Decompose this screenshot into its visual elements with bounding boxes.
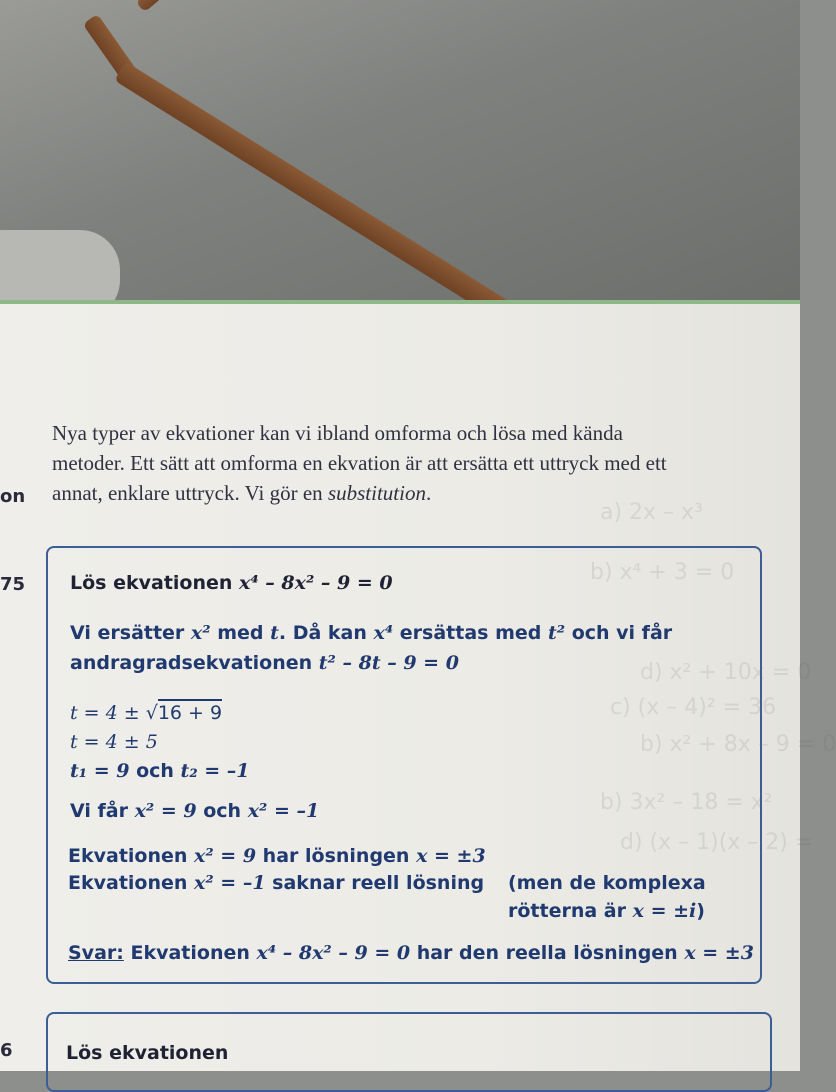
- example-number: 75: [0, 574, 26, 595]
- show-through-text: d) x² + 10x = 0: [640, 660, 812, 685]
- solution-step-4: t₁ = 9 och t₂ = –1: [70, 760, 250, 782]
- intro-line: metoder. Ett sätt att omforma en ekvation är att ersätta ett uttryck med ett: [52, 451, 667, 475]
- next-task-title: Lös ekvationen: [66, 1042, 229, 1064]
- intro-line: Nya typer av ekvationer kan vi ibland omforma och lösa med kända: [52, 421, 623, 445]
- solution-step-7-note: (men de komplexa: [508, 872, 706, 894]
- term-substitution: substitution: [327, 481, 426, 505]
- solution-step-1b: andragradsekvationen t² – 8t – 9 = 0: [70, 652, 459, 674]
- solution-step-3: t = 4 ± 5: [70, 731, 158, 753]
- solution-step-7: Ekvationen x² = –1 saknar reell lösning: [68, 872, 485, 894]
- solution-step-2: t = 4 ± √16 + 9: [70, 702, 222, 724]
- task-number: 6: [0, 1040, 13, 1061]
- solution-step-6: Ekvationen x² = 9 har lösningen x = ±3: [68, 845, 486, 867]
- show-through-text: b) 3x² – 18 = x²: [600, 790, 773, 815]
- answer-label: Svar:: [68, 942, 124, 964]
- show-through-text: c) (x – 4)² = 36: [610, 695, 777, 720]
- solution-step-5: Vi får x² = 9 och x² = –1: [70, 800, 320, 822]
- answer-line: Svar: Ekvationen x⁴ – 8x² – 9 = 0 har den reella lösningen x = ±3: [68, 942, 754, 964]
- margin-fragment: on: [0, 486, 26, 507]
- example-title: Lös ekvationen x⁴ – 8x² – 9 = 0: [70, 572, 393, 594]
- intro-line: annat, enklare uttryck. Vi gör en substitution.: [52, 481, 432, 505]
- intro-paragraph: [52, 418, 772, 508]
- show-through-text: a) 2x – x³: [600, 500, 703, 525]
- show-through-text: b) x² + 8x – 9 = 0: [640, 732, 836, 757]
- solution-step-8: rötterna är x = ±i): [508, 900, 705, 922]
- solution-step-1: Vi ersätter x² med t. Då kan x⁴ ersättas med t² och vi får: [70, 622, 673, 644]
- show-through-text: d) (x – 1)(x – 2) =: [620, 830, 814, 855]
- show-through-text: b) x⁴ + 3 = 0: [590, 560, 735, 585]
